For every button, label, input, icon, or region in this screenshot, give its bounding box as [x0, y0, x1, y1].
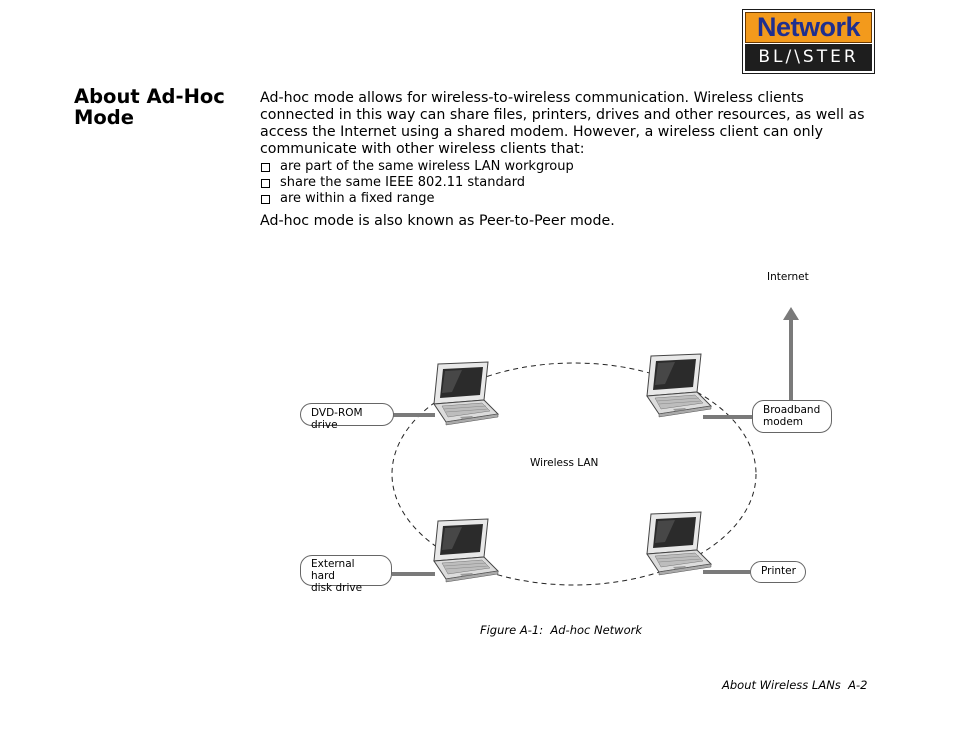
checkbox-bullet-icon: [261, 179, 270, 188]
modem-label-line1: Broadband: [763, 404, 821, 416]
logo-blaster-text: BL/\STER: [758, 47, 859, 67]
wireless-lan-label: Wireless LAN: [530, 457, 599, 469]
list-item-text: are within a fixed range: [280, 191, 435, 206]
hdd-label-line1: External hard: [311, 558, 355, 582]
internet-arrow-head: [783, 307, 799, 320]
logo-blaster-band: [745, 44, 872, 71]
logo-network-text: Network: [756, 12, 861, 42]
requirement-list: [260, 159, 574, 207]
laptop-bottom-right-icon: [647, 512, 711, 575]
section-heading: About Ad-Hoc Mode: [74, 85, 225, 129]
list-item: [260, 191, 574, 207]
laptop-top-left-icon: [434, 362, 498, 425]
external-hard-disk-label: [300, 555, 392, 594]
laptop-top-right-icon: [647, 354, 711, 417]
modem-label-line2: modem: [763, 416, 804, 428]
adhoc-network-diagram: [290, 262, 850, 602]
page-footer: About Wireless LANs A-2: [722, 678, 868, 692]
logo-network-band: [745, 12, 872, 43]
checkbox-bullet-icon: [261, 195, 270, 204]
intro-paragraph: Ad-hoc mode allows for wireless-to-wireless communication. Wireless clients connected in this way can share files, printers, drives and other resources, as well as access the Internet using a shared modem. However, a wireless client can only communicate with other wireless clients that:: [260, 90, 865, 157]
list-item-text: are part of the same wireless LAN workgroup: [280, 159, 574, 174]
printer-label: Printer: [750, 561, 806, 583]
list-item-text: share the same IEEE 802.11 standard: [280, 175, 526, 190]
dvd-rom-drive-label: DVD-ROM drive: [300, 403, 394, 426]
list-item: [260, 175, 574, 191]
network-blaster-logo: [742, 9, 875, 74]
laptop-bottom-left-icon: [434, 519, 498, 582]
list-item: [260, 159, 574, 175]
figure-caption: Figure A-1: Ad-hoc Network: [480, 623, 643, 637]
broadband-modem-label: [752, 400, 832, 433]
internet-label: Internet: [767, 271, 809, 283]
hdd-label-line2: disk drive: [311, 582, 363, 594]
checkbox-bullet-icon: [261, 163, 270, 172]
aka-paragraph: Ad-hoc mode is also known as Peer-to-Peer mode.: [260, 213, 615, 229]
